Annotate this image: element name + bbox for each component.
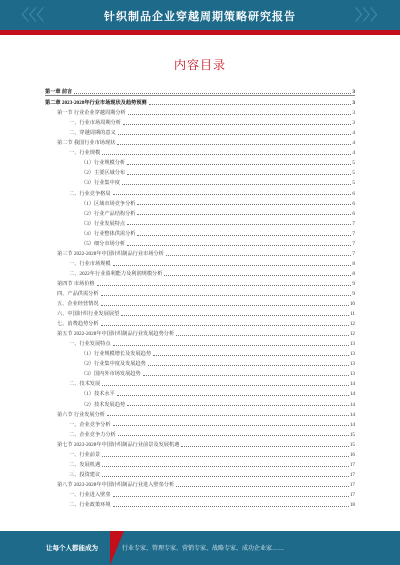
toc-entry[interactable] bbox=[45, 397, 355, 407]
toc-page-number: 12 bbox=[349, 331, 355, 338]
toc-leader-dots bbox=[113, 194, 352, 195]
toc-entry[interactable] bbox=[45, 257, 355, 267]
toc-entry[interactable] bbox=[45, 347, 355, 357]
toc-leader-dots bbox=[113, 345, 349, 346]
toc-entry[interactable] bbox=[45, 287, 355, 297]
toc-leader-dots bbox=[127, 405, 349, 406]
toc-page-number: 17 bbox=[349, 481, 355, 488]
toc-leader-dots bbox=[113, 425, 349, 426]
toc-page-number: 4 bbox=[352, 150, 355, 157]
toc-page-number: 14 bbox=[349, 411, 355, 418]
toc-page-number: 6 bbox=[352, 190, 355, 197]
toc-page-number: 6 bbox=[352, 200, 355, 207]
toc-entry-text: （1）区域市场竞争分析 bbox=[81, 200, 136, 207]
toc-leader-dots bbox=[137, 204, 351, 205]
toc-entry-text: 一、行业市场周期分析 bbox=[69, 120, 121, 127]
toc-page-number: 17 bbox=[349, 471, 355, 478]
toc-entry[interactable] bbox=[45, 116, 355, 126]
toc-entry-text: 第一章 前言 bbox=[45, 89, 73, 96]
footer-tagline: 行业专家、管理专家、营销专家、战略专家、成功企业家…… bbox=[122, 546, 285, 552]
toc-entry-text: （1）行业规模分析 bbox=[81, 160, 126, 167]
toc-page-number: 15 bbox=[349, 431, 355, 438]
toc-leader-dots bbox=[101, 295, 352, 296]
toc-entry[interactable] bbox=[45, 85, 355, 96]
toc-entry-text: 第五节 2022-2028年中国针织制品行业发展趋势分析 bbox=[57, 331, 175, 338]
toc-entry-text: 二、技术发展 bbox=[69, 381, 101, 388]
toc-leader-dots bbox=[127, 224, 351, 225]
toc-entry-text: （1）技术水平 bbox=[81, 391, 115, 398]
toc-leader-dots bbox=[127, 174, 351, 175]
toc-entry-text: 二、穿越周期的意义 bbox=[69, 130, 116, 137]
toc-entry-text: 二、行业竞争格局 bbox=[69, 190, 111, 197]
toc-leader-dots bbox=[117, 395, 349, 396]
toc-entry-text: （2）主要区域分布 bbox=[81, 170, 126, 177]
toc-entry[interactable] bbox=[45, 438, 355, 448]
toc-entry-text: 三、投资建议 bbox=[69, 471, 101, 478]
toc-leader-dots bbox=[176, 486, 349, 487]
toc-page-number: 13 bbox=[349, 361, 355, 368]
toc-entry[interactable] bbox=[45, 227, 355, 237]
toc-page-number: 10 bbox=[349, 301, 355, 308]
toc-entry[interactable] bbox=[45, 277, 355, 287]
toc-page-number: 12 bbox=[349, 321, 355, 328]
toc-leader-dots bbox=[148, 365, 349, 366]
toc-entry-text: 第六节 行业发展分析 bbox=[57, 411, 105, 418]
toc-entry[interactable] bbox=[45, 317, 355, 327]
toc-entry-text: 一、企业竞争分析 bbox=[69, 421, 111, 428]
toc-leader-dots bbox=[97, 285, 352, 286]
toc-entry[interactable] bbox=[45, 247, 355, 257]
toc-leader-dots bbox=[127, 164, 351, 165]
toc-leader-dots bbox=[102, 476, 349, 477]
table-of-contents bbox=[45, 85, 355, 508]
toc-leader-dots bbox=[123, 124, 352, 125]
toc-leader-dots bbox=[101, 325, 349, 326]
toc-entry-text: （2）行业集中度及发展趋势 bbox=[81, 361, 146, 368]
toc-entry[interactable] bbox=[45, 428, 355, 438]
toc-leader-dots bbox=[118, 134, 352, 135]
toc-page-number: 14 bbox=[349, 391, 355, 398]
toc-entry-text: （1）行业规模增长及发展趋势 bbox=[81, 351, 152, 358]
toc-page-number: 14 bbox=[349, 401, 355, 408]
toc-entry[interactable] bbox=[45, 186, 355, 196]
toc-page-number: 9 bbox=[352, 290, 355, 297]
toc-entry-text: 二、发展机遇 bbox=[69, 461, 101, 468]
toc-entry[interactable] bbox=[45, 377, 355, 387]
toc-leader-dots bbox=[102, 456, 349, 457]
toc-leader-dots bbox=[181, 446, 348, 447]
toc-entry[interactable] bbox=[45, 207, 355, 217]
toc-leader-dots bbox=[122, 184, 351, 185]
toc-leader-dots bbox=[102, 154, 351, 155]
toc-entry[interactable] bbox=[45, 498, 355, 508]
toc-leader-dots bbox=[113, 506, 349, 507]
toc-page-number: 14 bbox=[349, 421, 355, 428]
toc-page-number: 4 bbox=[352, 140, 355, 147]
chevron-right-icon: 〉〉〉 bbox=[355, 6, 386, 24]
toc-entry-text: 二、行业政策环境 bbox=[69, 501, 111, 508]
toc-entry-text: （2）技术发展趋势 bbox=[81, 401, 126, 408]
toc-page-number: 5 bbox=[352, 170, 355, 177]
toc-leader-dots bbox=[164, 275, 351, 276]
toc-entry-text: 二、2022年行业盈利能力及利润规模分析 bbox=[69, 270, 163, 277]
toc-page-number: 5 bbox=[352, 160, 355, 167]
toc-entry-text: 一、行业发展特点 bbox=[69, 341, 111, 348]
toc-entry-text: （3）国内外市场发展趋势 bbox=[81, 371, 141, 378]
toc-leader-dots bbox=[117, 144, 351, 145]
toc-leader-dots bbox=[153, 355, 349, 356]
toc-entry-text: 第七节 2023-2028年中国针织制品行业前景及发展机遇 bbox=[57, 441, 180, 448]
toc-entry[interactable] bbox=[45, 297, 355, 307]
toc-entry-text: 第二章 2023-2028年行业市场现状及趋势预测 bbox=[45, 100, 147, 107]
toc-entry[interactable] bbox=[45, 126, 355, 136]
toc-leader-dots bbox=[118, 435, 349, 436]
toc-entry-text: 第四节 市场价格 bbox=[57, 280, 95, 287]
toc-page-number: 18 bbox=[349, 501, 355, 508]
toc-page-number: 3 bbox=[352, 120, 355, 127]
toc-leader-dots bbox=[113, 265, 352, 266]
toc-entry-text: 一、行业前景 bbox=[69, 451, 101, 458]
toc-leader-dots bbox=[127, 245, 351, 246]
toc-entry[interactable] bbox=[45, 387, 355, 397]
toc-entry-text: 第二节 我国行业市场现状 bbox=[57, 140, 116, 147]
toc-page-number: 15 bbox=[349, 441, 355, 448]
toc-page-number: 13 bbox=[349, 371, 355, 378]
toc-page-number: 5 bbox=[352, 180, 355, 187]
toc-leader-dots bbox=[176, 335, 349, 336]
toc-entry[interactable] bbox=[45, 217, 355, 227]
toc-page-number: 7 bbox=[352, 220, 355, 227]
toc-leader-dots bbox=[149, 104, 352, 105]
toc-entry[interactable] bbox=[45, 96, 355, 106]
toc-page-number: 11 bbox=[350, 311, 355, 318]
toc-leader-dots bbox=[166, 255, 352, 256]
toc-entry[interactable] bbox=[45, 166, 355, 176]
toc-page-number: 3 bbox=[352, 89, 355, 96]
toc-entry-text: 六、中国针织行业发展展望 bbox=[57, 311, 120, 318]
toc-leader-dots bbox=[74, 93, 351, 94]
toc-leader-dots bbox=[128, 114, 352, 115]
toc-entry-text: 第一节 行业企业穿越周期分析 bbox=[57, 110, 126, 117]
toc-entry-text: （2）行业产品结构分析 bbox=[81, 210, 136, 217]
toc-entry[interactable] bbox=[45, 106, 355, 116]
toc-leader-dots bbox=[137, 235, 351, 236]
header-accent-stripe bbox=[0, 30, 400, 35]
toc-leader-dots bbox=[101, 305, 349, 306]
toc-heading: 内容目录 bbox=[173, 58, 226, 72]
toc-page-number: 3 bbox=[352, 100, 355, 107]
toc-entry-text: （3）行业集中度 bbox=[81, 180, 120, 187]
toc-page-number: 17 bbox=[349, 461, 355, 468]
toc-page-number: 17 bbox=[349, 491, 355, 498]
toc-page-number: 9 bbox=[352, 280, 355, 287]
chevron-left-icon: 〈〈〈 bbox=[14, 6, 45, 24]
toc-entry[interactable] bbox=[45, 337, 355, 347]
toc-entry[interactable] bbox=[45, 327, 355, 337]
toc-entry[interactable] bbox=[45, 176, 355, 186]
toc-entry[interactable] bbox=[45, 367, 355, 377]
toc-entry-text: 第八节 2023-2028年中国针织制品行业进入壁垒分析 bbox=[57, 481, 175, 488]
toc-leader-dots bbox=[137, 214, 351, 215]
toc-entry-text: 七、消费趋势分析 bbox=[57, 321, 99, 328]
toc-entry[interactable] bbox=[45, 478, 355, 488]
toc-entry[interactable] bbox=[45, 237, 355, 247]
toc-entry-text: （5）细分市场分析 bbox=[81, 240, 126, 247]
toc-leader-dots bbox=[143, 375, 349, 376]
toc-page-number: 8 bbox=[352, 270, 355, 277]
toc-entry-text: 四、产品供需分析 bbox=[57, 290, 99, 297]
toc-entry-text: 一、行业市场规模 bbox=[69, 260, 111, 267]
toc-entry-text: 第三节 2022-2028年中国针织制品行业市场分析 bbox=[57, 250, 164, 257]
toc-entry[interactable] bbox=[45, 468, 355, 478]
toc-page-number: 13 bbox=[349, 351, 355, 358]
toc-page-number: 8 bbox=[352, 260, 355, 267]
toc-entry[interactable] bbox=[45, 307, 355, 317]
toc-page-number: 13 bbox=[349, 341, 355, 348]
toc-entry-text: 二、企业竞争力分析 bbox=[69, 431, 116, 438]
toc-leader-dots bbox=[121, 315, 349, 316]
toc-entry[interactable] bbox=[45, 136, 355, 146]
toc-entry[interactable] bbox=[45, 418, 355, 428]
toc-entry[interactable] bbox=[45, 156, 355, 166]
toc-entry[interactable] bbox=[45, 448, 355, 458]
toc-entry[interactable] bbox=[45, 488, 355, 498]
toc-leader-dots bbox=[102, 385, 349, 386]
toc-entry-text: （4）行业整体供需分析 bbox=[81, 230, 136, 237]
toc-entry[interactable] bbox=[45, 146, 355, 156]
toc-entry-text: 一、行业进入壁垒 bbox=[69, 491, 111, 498]
toc-entry-text: 五、企业经营情况 bbox=[57, 301, 99, 308]
toc-page-number: 7 bbox=[352, 240, 355, 247]
toc-entry[interactable] bbox=[45, 197, 355, 207]
report-title: 针织制品企业穿越周期策略研究报告 bbox=[104, 11, 296, 23]
toc-leader-dots bbox=[113, 496, 349, 497]
toc-page-number: 7 bbox=[352, 250, 355, 257]
toc-page-number: 14 bbox=[349, 381, 355, 388]
toc-page-number: 7 bbox=[352, 230, 355, 237]
toc-entry-text: （3）行业发展特点 bbox=[81, 220, 126, 227]
toc-leader-dots bbox=[102, 466, 349, 467]
toc-page-number: 3 bbox=[352, 110, 355, 117]
toc-entry[interactable] bbox=[45, 267, 355, 277]
toc-page-number: 6 bbox=[352, 210, 355, 217]
toc-page-number: 4 bbox=[352, 130, 355, 137]
toc-entry[interactable] bbox=[45, 357, 355, 367]
footer-slogan: 让每个人都能成为 bbox=[46, 545, 98, 552]
toc-entry[interactable] bbox=[45, 458, 355, 468]
toc-page-number: 16 bbox=[349, 451, 355, 458]
toc-leader-dots bbox=[107, 415, 349, 416]
toc-entry[interactable] bbox=[45, 408, 355, 418]
toc-entry-text: 一、行业规模 bbox=[69, 150, 101, 157]
